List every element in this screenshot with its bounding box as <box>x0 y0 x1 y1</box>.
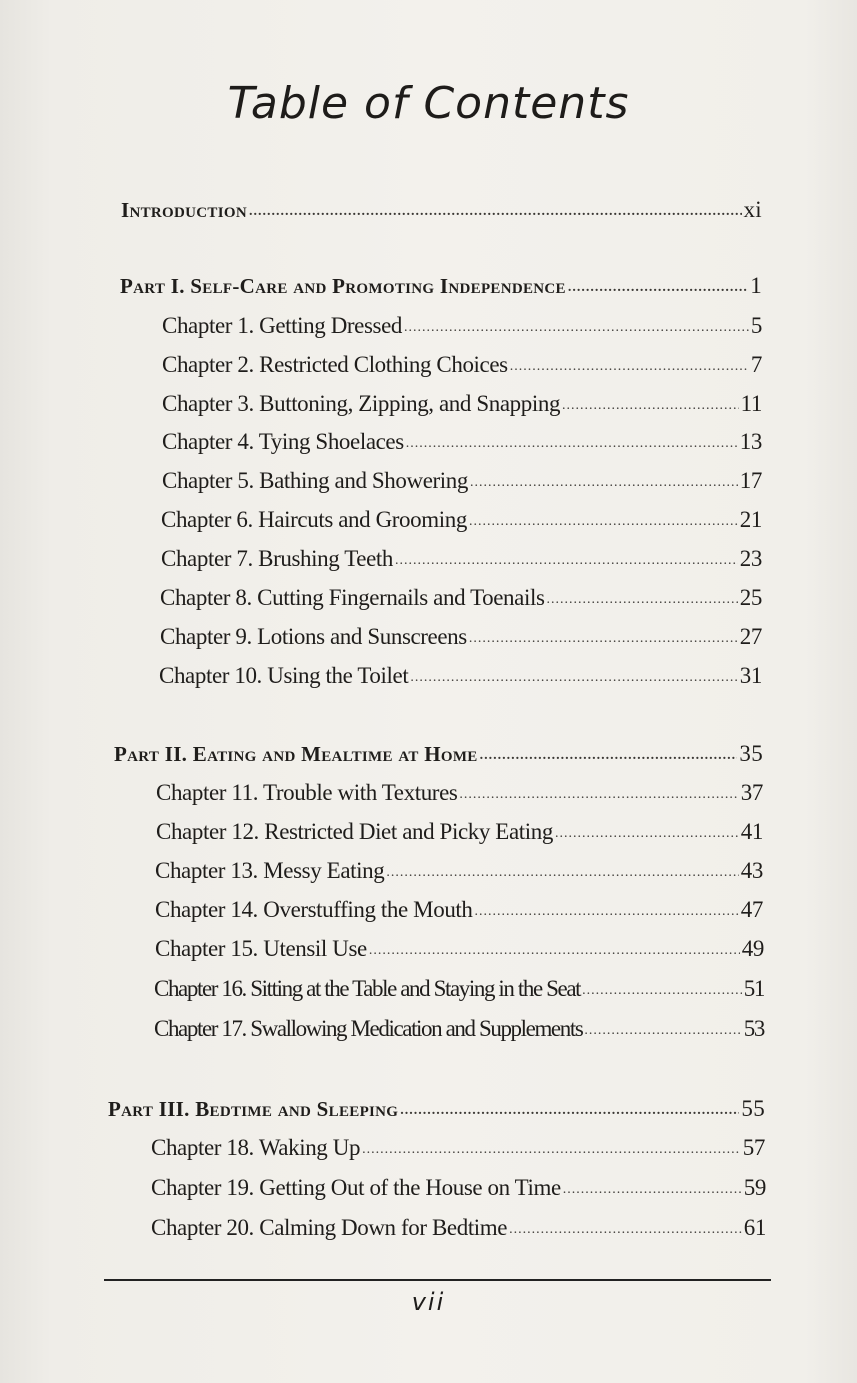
toc-entry-page: 31 <box>739 663 762 688</box>
toc-entry-chapter-20[interactable] <box>151 1211 766 1245</box>
toc-entry-part-1[interactable] <box>120 269 762 303</box>
toc-entry-page: 43 <box>740 858 763 883</box>
toc-entry-chapter-5[interactable] <box>162 464 762 498</box>
footer-rule <box>104 1279 771 1281</box>
toc-entry-label: Chapter 4. Tying Shoelaces <box>162 429 404 454</box>
leader-dots <box>406 427 738 461</box>
toc-entry-label: Chapter 15. Utensil Use <box>155 936 367 961</box>
toc-entry-chapter-19[interactable] <box>151 1171 766 1205</box>
toc-entry-label: Part I. Self-Care and Promoting Independence <box>120 274 566 298</box>
toc-entry-page: 35 <box>739 741 763 766</box>
toc-entry-chapter-16[interactable] <box>154 972 764 1006</box>
toc-entry-page: 7 <box>750 352 762 377</box>
leader-dots <box>582 974 742 1008</box>
leader-dots <box>584 1014 741 1048</box>
toc-entry-label: Chapter 12. Restricted Diet and Picky Eating <box>156 819 553 844</box>
leader-dots <box>410 661 737 695</box>
page-number: vii <box>411 1288 446 1316</box>
toc-entry-page: 61 <box>743 1215 766 1240</box>
toc-entry-page: 23 <box>739 546 762 571</box>
leader-dots <box>510 350 749 384</box>
leader-dots <box>475 895 739 929</box>
leader-dots <box>386 856 738 890</box>
toc-entry-label: Chapter 2. Restricted Clothing Choices <box>162 352 508 377</box>
toc-entry-label: Chapter 1. Getting Dressed <box>162 313 402 338</box>
toc-entry-chapter-13[interactable] <box>155 854 763 888</box>
toc-entry-chapter-9[interactable] <box>160 620 762 654</box>
leader-dots <box>395 544 738 578</box>
toc-entry-label: Introduction <box>121 198 247 222</box>
toc-entry-label: Chapter 10. Using the Toilet <box>159 663 409 688</box>
toc-entry-part-2[interactable] <box>114 737 763 771</box>
toc-entry-label: Chapter 8. Cutting Fingernails and Toenails <box>160 585 545 610</box>
toc-entry-chapter-2[interactable] <box>162 348 762 382</box>
toc-entry-chapter-10[interactable] <box>159 659 762 693</box>
leader-dots <box>470 466 738 500</box>
toc-entry-label: Chapter 5. Bathing and Showering <box>162 468 468 493</box>
leader-dots <box>249 195 742 229</box>
toc-entry-page: 37 <box>740 780 763 805</box>
toc-entry-chapter-15[interactable] <box>155 932 764 966</box>
toc-entry-page: xi <box>743 197 762 222</box>
toc-entry-label: Chapter 7. Brushing Teeth <box>161 546 393 571</box>
toc-entry-page: 53 <box>743 1016 764 1041</box>
leader-dots <box>459 778 738 812</box>
toc-entry-page: 1 <box>750 273 762 298</box>
leader-dots <box>568 271 748 305</box>
toc-entry-page: 17 <box>739 468 762 493</box>
toc-entry-page: 55 <box>741 1096 765 1121</box>
toc-entry-chapter-11[interactable] <box>156 776 763 810</box>
toc-entry-chapter-1[interactable] <box>162 309 762 343</box>
leader-dots <box>547 583 738 617</box>
toc-entry-page: 41 <box>740 819 763 844</box>
leader-dots <box>369 934 740 968</box>
leader-dots <box>469 505 738 539</box>
toc-entry-label: Chapter 19. Getting Out of the House on Time <box>151 1175 561 1200</box>
toc-entry-chapter-14[interactable] <box>155 893 763 927</box>
toc-entry-chapter-8[interactable] <box>160 581 762 615</box>
toc-entry-label: Chapter 9. Lotions and Sunscreens <box>160 624 467 649</box>
toc-entry-chapter-18[interactable] <box>151 1131 765 1165</box>
toc-entry-label: Chapter 3. Buttoning, Zipping, and Snapping <box>162 391 561 416</box>
toc-entry-page: 47 <box>740 897 763 922</box>
toc-entry-page: 57 <box>742 1135 765 1160</box>
toc-entry-label: Chapter 18. Waking Up <box>151 1135 361 1160</box>
page-title: Table of Contents <box>227 78 630 129</box>
leader-dots <box>562 389 739 423</box>
toc-entry-page: 11 <box>740 391 762 416</box>
leader-dots <box>509 1213 742 1247</box>
toc-entry-label: Chapter 17. Swallowing Medication and Supplements <box>154 1016 583 1041</box>
leader-dots <box>362 1133 741 1167</box>
leader-dots <box>469 622 738 656</box>
toc-entry-label: Part III. Bedtime and Sleeping <box>108 1097 399 1121</box>
toc-entry-page: 27 <box>739 624 762 649</box>
toc-entry-label: Chapter 14. Overstuffing the Mouth <box>155 897 473 922</box>
toc-entry-page: 49 <box>741 936 764 961</box>
toc-entry-chapter-7[interactable] <box>161 542 762 576</box>
leader-dots <box>400 1094 739 1128</box>
toc-entry-chapter-17[interactable] <box>154 1012 764 1046</box>
toc-entry-page: 25 <box>739 585 762 610</box>
toc-entry-chapter-12[interactable] <box>156 815 763 849</box>
toc-entry-label: Chapter 6. Haircuts and Grooming <box>161 507 467 532</box>
toc-entry-introduction[interactable] <box>121 193 762 227</box>
leader-dots <box>555 817 739 851</box>
toc-entry-chapter-3[interactable] <box>162 387 762 421</box>
toc-entry-label: Chapter 11. Trouble with Textures <box>156 780 458 805</box>
leader-dots <box>480 739 738 773</box>
toc-entry-page: 5 <box>750 313 762 338</box>
toc-entry-part-3[interactable] <box>108 1092 765 1126</box>
leader-dots <box>404 311 749 345</box>
toc-entry-label: Part II. Eating and Mealtime at Home <box>114 742 478 766</box>
toc-entry-page: 13 <box>739 429 762 454</box>
toc-entry-chapter-6[interactable] <box>161 503 762 537</box>
toc-entry-chapter-4[interactable] <box>162 425 762 459</box>
toc-entry-page: 59 <box>743 1175 766 1200</box>
toc-entry-page: 21 <box>739 507 762 532</box>
toc-entry-label: Chapter 16. Sitting at the Table and Staying in the Seat <box>154 976 581 1001</box>
toc-entry-label: Chapter 20. Calming Down for Bedtime <box>151 1215 508 1240</box>
leader-dots <box>563 1173 742 1207</box>
toc-entry-page: 51 <box>743 976 764 1001</box>
toc-entry-label: Chapter 13. Messy Eating <box>155 858 385 883</box>
